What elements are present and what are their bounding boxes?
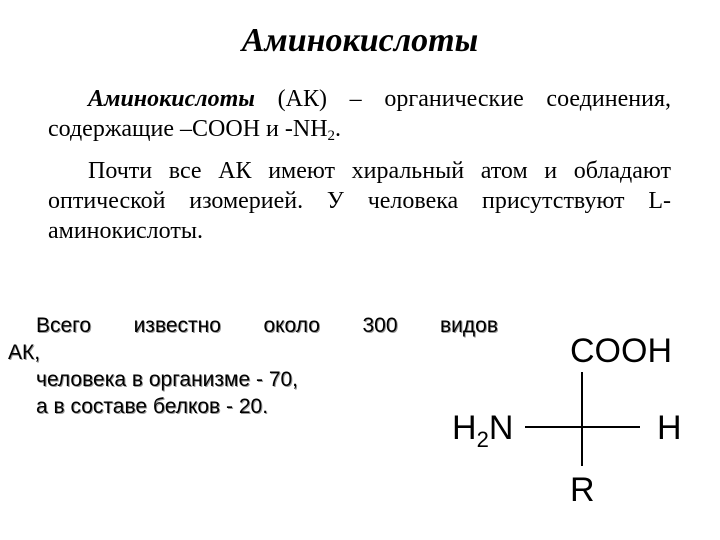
- amino-group: [452, 410, 513, 458]
- nh2-subscript: 2: [327, 128, 336, 144]
- stats-line-proteins: а в составе белков - 20.: [36, 395, 269, 418]
- definition-paragraph: [48, 84, 671, 151]
- stats-line-ak: АК,: [8, 341, 41, 364]
- stats-line-total: Всего известно около 300 видов: [36, 314, 498, 337]
- page-title: Аминокислоты: [241, 22, 479, 59]
- side-chain-r: R: [570, 471, 595, 509]
- amino-n: N: [488, 409, 514, 447]
- stats-line-human: человека в организме - 70,: [36, 368, 299, 391]
- carboxyl-group: COOH: [570, 332, 672, 370]
- amino-subscript: 2: [476, 427, 489, 452]
- definition-text: (АК) – органические соединения, содержащие –СООН и -NH: [48, 86, 671, 142]
- amino-h: H: [452, 409, 477, 447]
- chirality-paragraph: Почти все АК имеют хиральный атом и обладают оптической изомерией. У человека присутствуют L-аминокислоты.: [48, 158, 671, 244]
- hydrogen-atom: H: [657, 409, 682, 447]
- horizontal-bond: [525, 426, 640, 428]
- vertical-bond: [581, 372, 583, 466]
- definition-term: Аминокислоты: [88, 86, 255, 112]
- definition-end: .: [335, 116, 342, 142]
- amino-acid-stats: [8, 312, 498, 420]
